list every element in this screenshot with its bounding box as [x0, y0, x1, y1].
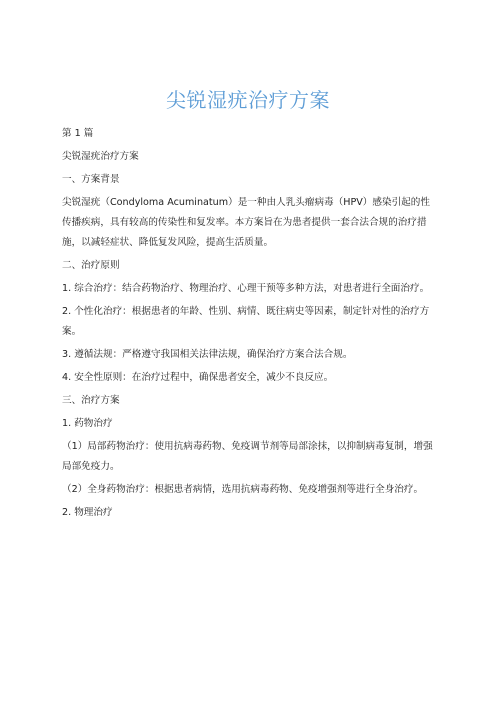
- section-heading-principles: 二、治疗原则: [62, 260, 120, 271]
- plan-item-drug-therapy: 1. 药物治疗: [62, 418, 113, 429]
- plan-item-physical-therapy: 2. 物理治疗: [62, 507, 113, 518]
- principle-item-2: 2. 个性化治疗：根据患者的年龄、性别、病情、既往病史等因素，制定针对性的治疗方案。: [62, 306, 430, 337]
- section-heading-plan: 三、治疗方案: [62, 395, 120, 406]
- section-heading-background: 一、方案背景: [62, 174, 120, 185]
- drug-therapy-systemic: （2）全身药物治疗：根据患者病情，选用抗病毒药物、免疫增强剂等进行全身治疗。: [62, 484, 424, 495]
- document-body: [62, 124, 434, 526]
- paragraph-background: 尖锐湿疣（Condyloma Acuminatum）是一种由人乳头瘤病毒（HPV）感染引起的性传播疾病，具有较高的传染性和复发率。本方案旨在为患者提供一套合法合规的治疗措施，以减轻症状、降低复发风险，提高生活质量。: [62, 197, 430, 248]
- principle-item-4: 4. 安全性原则：在治疗过程中，确保患者安全，减少不良反应。: [62, 372, 334, 383]
- principle-item-1: 1. 综合治疗：结合药物治疗、物理治疗、心理干预等多种方法，对患者进行全面治疗。: [62, 283, 430, 294]
- document-title: 尖锐湿疣治疗方案: [166, 88, 330, 112]
- drug-therapy-local: （1）局部药物治疗：使用抗病毒药物、免疫调节剂等局部涂抹，以抑制病毒复制，增强局部免疫力。: [62, 441, 433, 472]
- part-label: 第 1 篇: [62, 128, 94, 139]
- principle-item-3: 3. 遵循法规：严格遵守我国相关法律法规，确保治疗方案合法合规。: [62, 349, 353, 360]
- document-subtitle: 尖锐湿疣治疗方案: [62, 151, 139, 162]
